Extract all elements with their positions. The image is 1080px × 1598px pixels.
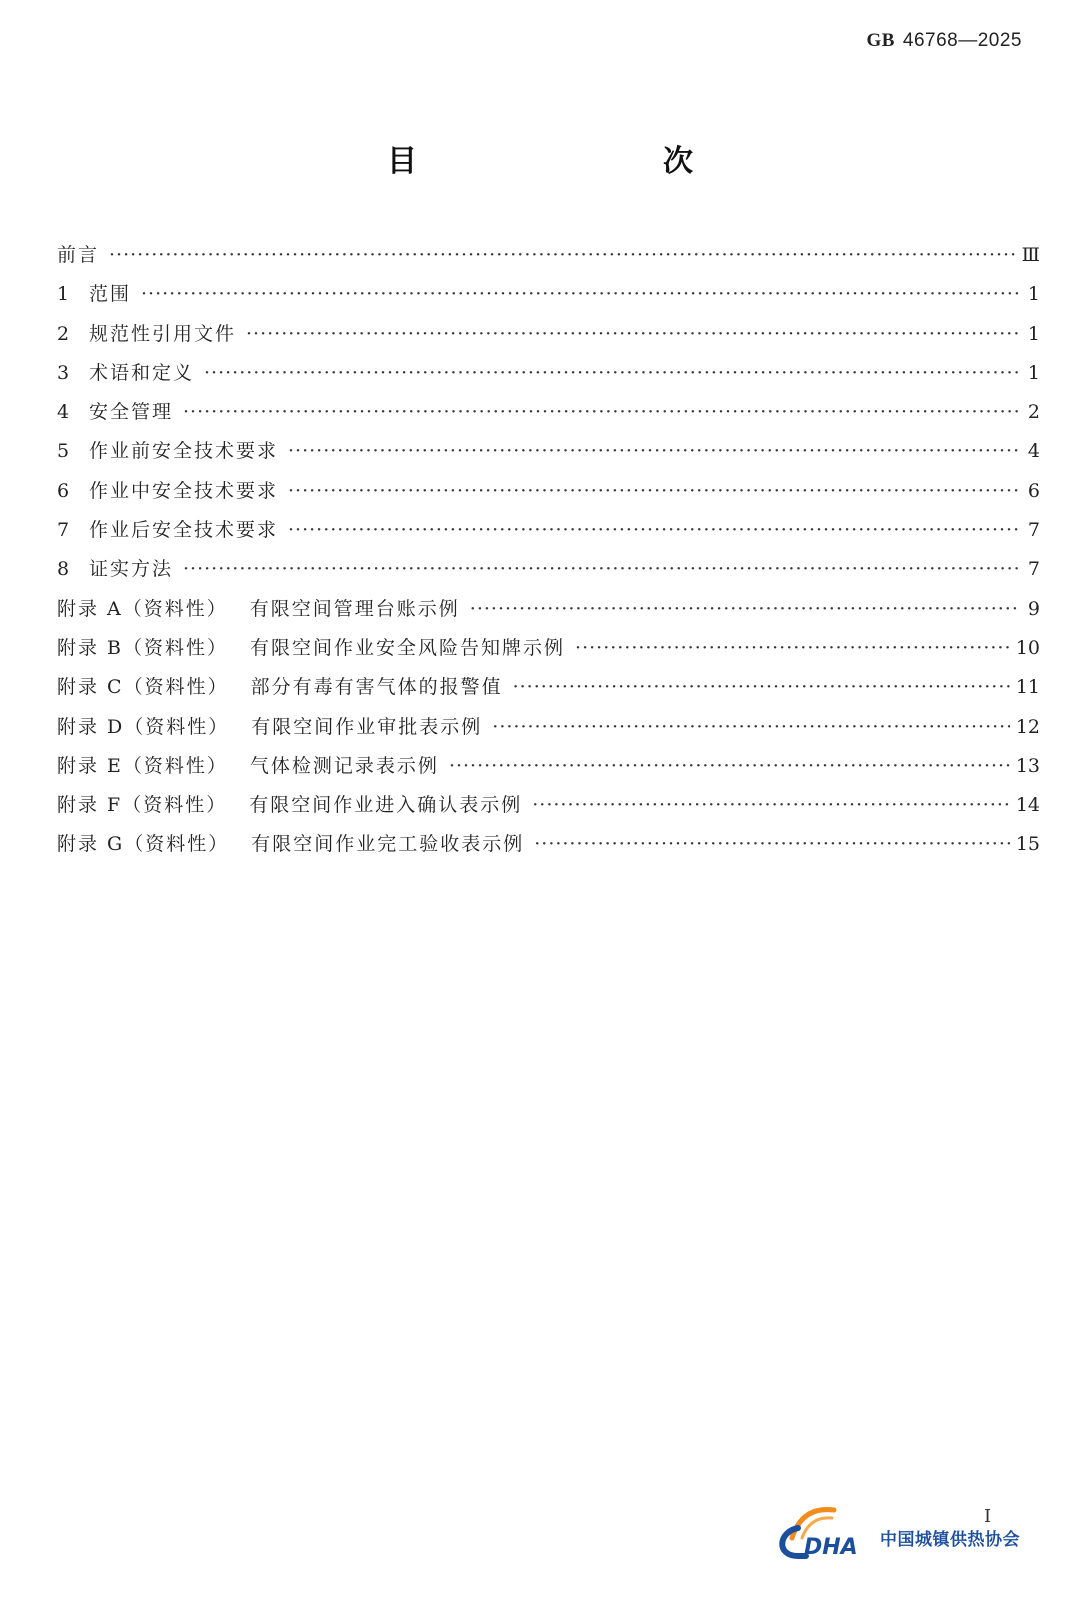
toc-appendix-label: 附录 A（资料性） — [57, 597, 228, 620]
toc-title: 证实方法 — [89, 558, 174, 581]
toc-page-number: 15 — [1015, 833, 1040, 856]
toc-page-number: 11 — [1015, 676, 1040, 699]
logo-org-name: 中国城镇供热协会 — [880, 1530, 1020, 1550]
toc-entry[interactable] — [57, 790, 1040, 829]
toc-number: 3 — [57, 361, 72, 384]
standard-prefix: GB — [866, 30, 895, 51]
toc-dot-leader — [532, 794, 1010, 816]
toc-dot-leader — [492, 716, 1010, 738]
toc-page-number: 6 — [1027, 479, 1040, 502]
toc-dot-leader — [534, 833, 1010, 855]
toc-appendix-label: 附录 B（资料性） — [57, 636, 229, 659]
toc-entry[interactable] — [57, 240, 1040, 279]
toc-page-number: Ⅲ — [1021, 244, 1040, 266]
toc-page-number: 7 — [1027, 558, 1040, 581]
standard-code — [866, 30, 1022, 52]
toc-dot-leader — [183, 558, 1020, 580]
toc-page-number: 14 — [1015, 794, 1040, 817]
toc-number: 7 — [57, 519, 72, 542]
toc-dot-leader — [183, 401, 1020, 423]
toc-title: 作业前安全技术要求 — [89, 440, 279, 463]
cdha-logo-mark — [772, 1498, 882, 1562]
toc-page-number: 1 — [1027, 361, 1040, 384]
toc-title: 有限空间作业审批表示例 — [251, 715, 483, 738]
table-of-contents — [57, 240, 1040, 869]
toc-entry[interactable] — [57, 633, 1040, 672]
toc-entry[interactable] — [57, 554, 1040, 593]
toc-entry[interactable] — [57, 712, 1040, 751]
logo-letters: DHA — [804, 1535, 858, 1560]
toc-title: 术语和定义 — [89, 361, 195, 384]
toc-entry[interactable] — [57, 829, 1040, 868]
toc-page-number: 12 — [1015, 715, 1040, 738]
toc-dot-leader — [141, 283, 1020, 305]
toc-entry[interactable] — [57, 594, 1040, 633]
toc-number: 1 — [57, 283, 72, 306]
toc-title: 有限空间作业安全风险告知牌示例 — [250, 636, 566, 659]
toc-dot-leader — [246, 323, 1020, 345]
toc-number: 8 — [57, 558, 72, 581]
toc-number: 5 — [57, 440, 72, 463]
toc-title: 范围 — [89, 283, 132, 306]
toc-page-number: 4 — [1027, 440, 1040, 463]
toc-page-number: 2 — [1027, 401, 1040, 424]
toc-number: 6 — [57, 479, 72, 502]
toc-dot-leader — [449, 755, 1010, 777]
toc-dot-leader — [204, 362, 1020, 384]
toc-entry[interactable] — [57, 672, 1040, 711]
toc-entry[interactable] — [57, 515, 1040, 554]
toc-title: 作业中安全技术要求 — [89, 479, 279, 502]
toc-dot-leader — [288, 440, 1020, 462]
toc-number: 2 — [57, 322, 72, 345]
toc-title: 规范性引用文件 — [89, 322, 237, 345]
toc-dot-leader — [513, 676, 1010, 698]
toc-dot-leader — [109, 244, 1016, 266]
toc-page-number: 1 — [1027, 322, 1040, 345]
toc-title: 前言 — [57, 244, 100, 266]
toc-dot-leader — [470, 598, 1020, 620]
toc-appendix-label: 附录 D（资料性） — [57, 715, 230, 738]
toc-appendix-label: 附录 G（资料性） — [57, 833, 230, 856]
toc-entry[interactable] — [57, 319, 1040, 358]
cdha-logo — [772, 1498, 1042, 1562]
toc-page-number: 7 — [1027, 519, 1040, 542]
toc-title: 安全管理 — [89, 401, 174, 424]
toc-entry[interactable] — [57, 397, 1040, 436]
toc-entry[interactable] — [57, 751, 1040, 790]
toc-title: 有限空间管理台账示例 — [249, 597, 460, 620]
toc-entry[interactable] — [57, 279, 1040, 318]
toc-title: 气体检测记录表示例 — [249, 754, 439, 777]
toc-appendix-label: 附录 C（资料性） — [57, 676, 229, 699]
toc-dot-leader — [575, 637, 1010, 659]
toc-page-number: 1 — [1027, 283, 1040, 306]
toc-title: 作业后安全技术要求 — [89, 519, 279, 542]
toc-entry[interactable] — [57, 358, 1040, 397]
toc-title: 有限空间作业进入确认表示例 — [249, 794, 523, 817]
page-title: 目 次 — [387, 144, 755, 179]
toc-dot-leader — [288, 480, 1020, 502]
toc-entry[interactable] — [57, 476, 1040, 515]
page-number: Ⅰ — [984, 1506, 992, 1527]
toc-title: 部分有毒有害气体的报警值 — [250, 676, 503, 699]
toc-number: 4 — [57, 401, 72, 424]
toc-appendix-label: 附录 E（资料性） — [57, 754, 228, 777]
toc-entry[interactable] — [57, 436, 1040, 475]
toc-appendix-label: 附录 F（资料性） — [57, 794, 228, 817]
standard-number: 46768—2025 — [902, 30, 1022, 51]
toc-page-number: 13 — [1015, 754, 1040, 777]
toc-title: 有限空间作业完工验收表示例 — [251, 833, 525, 856]
toc-dot-leader — [288, 519, 1020, 541]
toc-page-number: 9 — [1027, 597, 1040, 620]
toc-page-number: 10 — [1015, 636, 1040, 659]
